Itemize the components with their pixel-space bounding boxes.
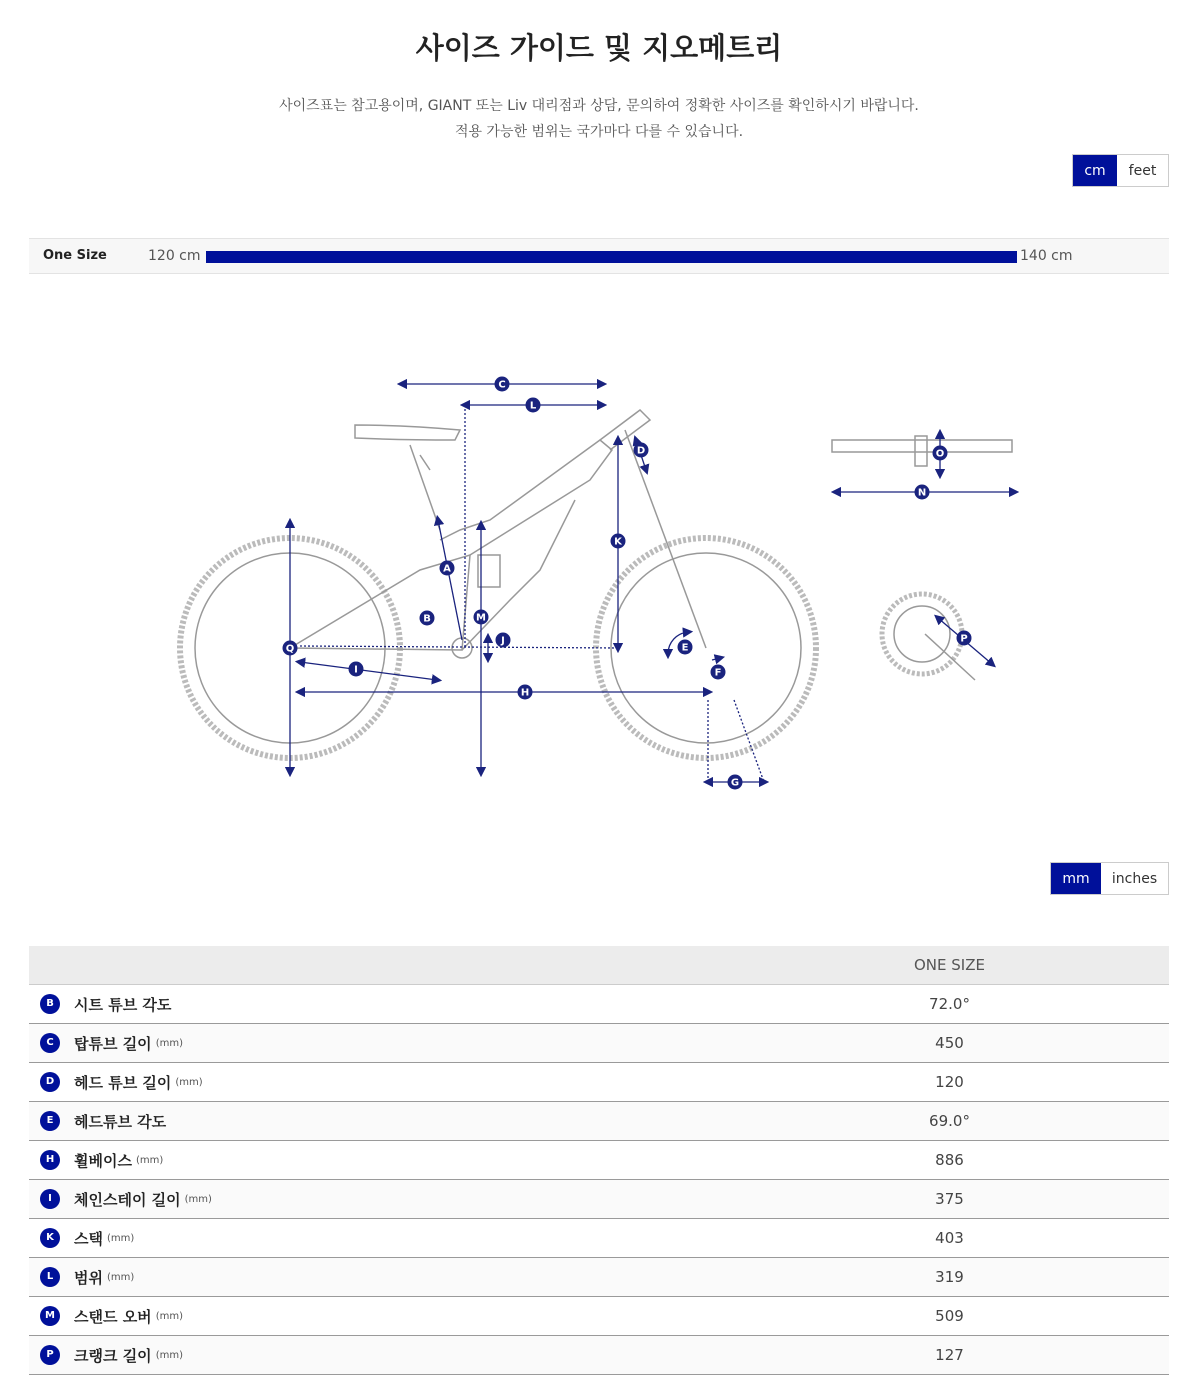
row-measurement-name: 헤드튜브 각도 bbox=[74, 1112, 167, 1131]
row-code-badge: M bbox=[40, 1306, 60, 1326]
row-value: 127 bbox=[591, 1336, 1169, 1375]
height-unit-toggle bbox=[1072, 154, 1169, 187]
height-min: 120 cm bbox=[148, 248, 201, 264]
row-value: 319 bbox=[591, 1258, 1169, 1297]
row-code-badge: P bbox=[40, 1345, 60, 1365]
row-measurement-name: 크랭크 길이 bbox=[74, 1346, 152, 1365]
marker-d bbox=[634, 443, 649, 458]
row-measurement-name: 시트 튜브 각도 bbox=[74, 995, 172, 1014]
geometry-table bbox=[29, 946, 1169, 1375]
table-row bbox=[29, 1180, 1169, 1219]
row-unit: (mm) bbox=[184, 1193, 212, 1205]
table-row bbox=[29, 1141, 1169, 1180]
row-code-badge: B bbox=[40, 994, 60, 1014]
svg-text:P: P bbox=[960, 633, 968, 645]
row-code-badge: E bbox=[40, 1111, 60, 1131]
row-unit: (mm) bbox=[155, 1349, 183, 1361]
svg-text:M: M bbox=[476, 612, 486, 624]
row-code-badge: D bbox=[40, 1072, 60, 1092]
marker-k bbox=[611, 534, 626, 549]
row-measurement-name: 범위 bbox=[74, 1268, 103, 1287]
marker-e bbox=[678, 640, 693, 655]
svg-text:B: B bbox=[423, 613, 431, 625]
row-unit: (mm) bbox=[106, 1232, 135, 1244]
row-measurement-name: 휠베이스 bbox=[74, 1151, 132, 1170]
svg-text:Q: Q bbox=[285, 643, 295, 655]
svg-text:O: O bbox=[935, 448, 945, 460]
mm-button[interactable]: mm bbox=[1051, 863, 1101, 894]
svg-text:H: H bbox=[520, 687, 530, 699]
row-value: 450 bbox=[591, 1024, 1169, 1063]
height-max: 140 cm bbox=[1020, 248, 1073, 264]
svg-text:D: D bbox=[636, 445, 646, 457]
row-measurement-name: 체인스테이 길이 bbox=[74, 1190, 181, 1209]
page-title: 사이즈 가이드 및 지오메트리 bbox=[415, 31, 783, 65]
marker-c bbox=[495, 377, 510, 392]
rider-height-row bbox=[29, 238, 1169, 274]
marker-q bbox=[283, 641, 298, 656]
svg-text:C: C bbox=[498, 379, 506, 391]
subtitle-line-1: 사이즈표는 참고용이며, GIANT 또는 Liv 대리점과 상담, 문의하여 정확한 사이즈를 확인하시기 바랍니다. bbox=[279, 98, 919, 114]
row-unit: (mm) bbox=[135, 1154, 164, 1166]
row-value: 72.0° bbox=[591, 985, 1169, 1024]
svg-text:L: L bbox=[529, 400, 537, 412]
marker-n bbox=[915, 485, 930, 500]
svg-text:F: F bbox=[714, 667, 722, 679]
size-name: One Size bbox=[43, 248, 107, 263]
row-value: 120 bbox=[591, 1063, 1169, 1102]
row-code-badge: H bbox=[40, 1150, 60, 1170]
geometry-diagram bbox=[0, 290, 1198, 850]
row-value: 509 bbox=[591, 1297, 1169, 1336]
row-value: 886 bbox=[591, 1141, 1169, 1180]
marker-h bbox=[518, 685, 533, 700]
marker-p bbox=[957, 631, 972, 646]
marker-a bbox=[440, 561, 455, 576]
cm-button[interactable]: cm bbox=[1073, 155, 1117, 186]
table-row bbox=[29, 1102, 1169, 1141]
row-code-badge: L bbox=[40, 1267, 60, 1287]
table-row bbox=[29, 1297, 1169, 1336]
row-code-badge: C bbox=[40, 1033, 60, 1053]
height-range-bar bbox=[206, 251, 1017, 263]
marker-j bbox=[496, 633, 511, 648]
svg-text:G: G bbox=[730, 777, 740, 789]
row-value: 375 bbox=[591, 1180, 1169, 1219]
row-value: 403 bbox=[591, 1219, 1169, 1258]
row-value: 69.0° bbox=[591, 1102, 1169, 1141]
table-row bbox=[29, 1219, 1169, 1258]
row-code-badge: I bbox=[40, 1189, 60, 1209]
svg-text:E: E bbox=[681, 642, 689, 654]
marker-f bbox=[711, 665, 726, 680]
geometry-unit-toggle bbox=[1050, 862, 1169, 895]
svg-text:N: N bbox=[917, 487, 927, 499]
column-header: ONE SIZE bbox=[591, 946, 1169, 985]
feet-button[interactable]: feet bbox=[1117, 155, 1168, 186]
row-measurement-name: 탑튜브 길이 bbox=[74, 1034, 152, 1053]
bike-outline bbox=[180, 410, 816, 758]
marker-m bbox=[474, 610, 489, 625]
row-unit: (mm) bbox=[155, 1310, 183, 1322]
row-measurement-name: 스택 bbox=[74, 1229, 103, 1248]
row-measurement-name: 헤드 튜브 길이 bbox=[74, 1073, 172, 1092]
row-code-badge: K bbox=[40, 1228, 60, 1248]
handlebar-view bbox=[832, 436, 1012, 466]
marker-b bbox=[420, 611, 435, 626]
marker-g bbox=[728, 775, 743, 790]
row-unit: (mm) bbox=[155, 1037, 183, 1049]
inches-button[interactable]: inches bbox=[1101, 863, 1168, 894]
table-row bbox=[29, 1024, 1169, 1063]
table-row bbox=[29, 1336, 1169, 1375]
row-measurement-name: 스탠드 오버 bbox=[74, 1307, 152, 1326]
svg-text:K: K bbox=[614, 536, 622, 548]
svg-text:I: I bbox=[354, 664, 358, 676]
row-unit: (mm) bbox=[175, 1076, 203, 1088]
svg-text:J: J bbox=[501, 635, 505, 647]
svg-text:A: A bbox=[443, 563, 451, 575]
row-unit: (mm) bbox=[106, 1271, 135, 1283]
table-row bbox=[29, 1258, 1169, 1297]
table-row bbox=[29, 1063, 1169, 1102]
subtitle-line-2: 적용 가능한 범위는 국가마다 다를 수 있습니다. bbox=[454, 124, 744, 140]
marker-o bbox=[933, 446, 948, 461]
marker-i bbox=[349, 662, 364, 677]
marker-l bbox=[526, 398, 541, 413]
table-row bbox=[29, 985, 1169, 1024]
